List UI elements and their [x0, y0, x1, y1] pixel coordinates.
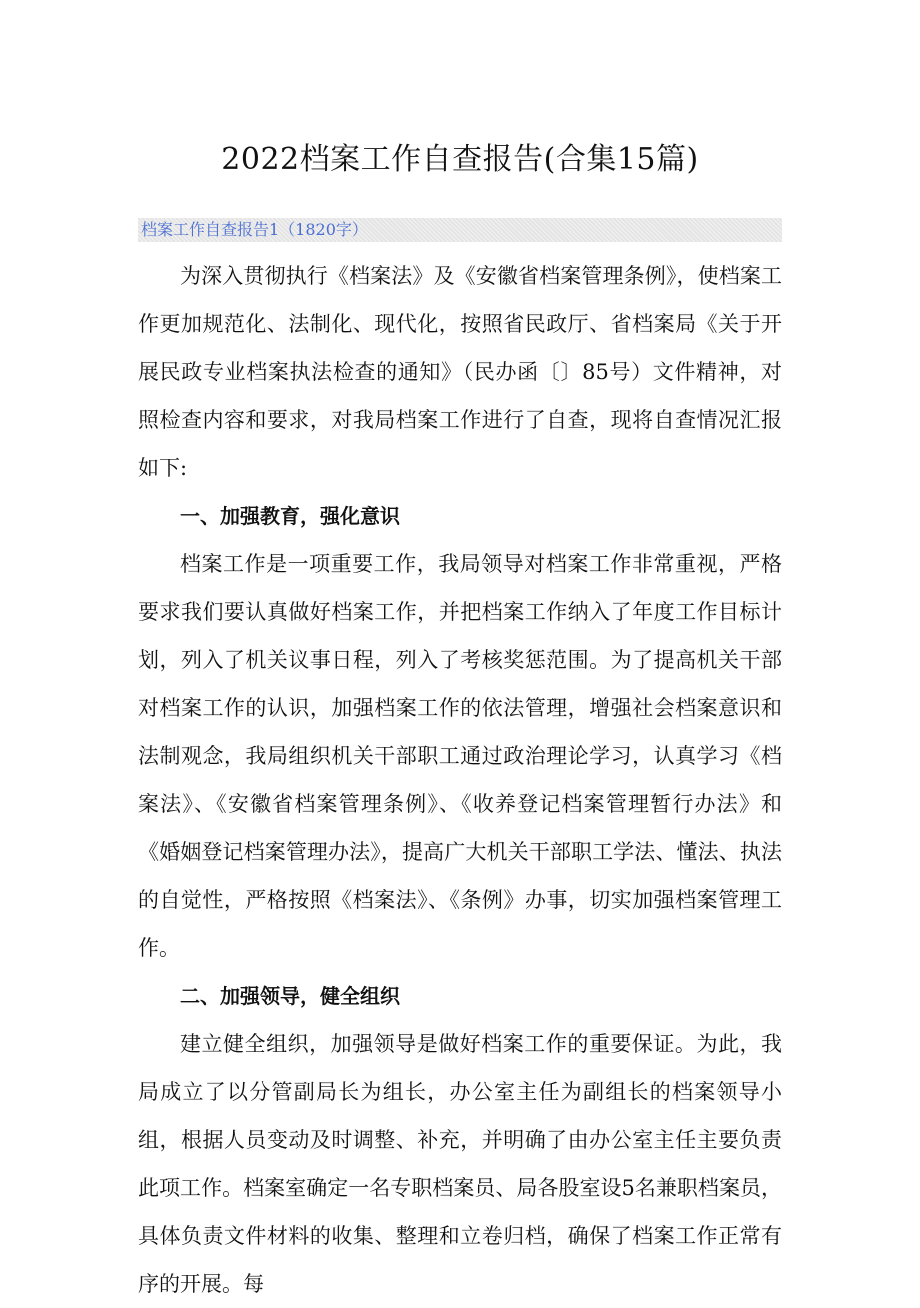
- section-heading-1: 一、加强教育，强化意识: [180, 504, 400, 528]
- section-2-paragraph: 建立健全组织，加强领导是做好档案工作的重要保证。为此，我局成立了以分管副局长为组长，办公室主任为副组长的档案领导小组，根据人员变动及时调整、补充，并明确了由办公室主任主要负责此项工作。档案室确定一名专职档案员、局各股室设5名兼职档案员，具体负责文件材料的收集、整理和立卷归档，确保了档案工作正常有序的开展。每: [138, 1032, 782, 1296]
- section-1-paragraph: 档案工作是一项重要工作，我局领导对档案工作非常重视，严格要求我们要认真做好档案工作，并把档案工作纳入了年度工作目标计划，列入了机关议事日程，列入了考核奖惩范围。为了提高机关干部对档案工作的认识，加强档案工作的依法管理，增强社会档案意识和法制观念，我局组织机关干部职工通过政治理论学习，认真学习《档案法》、《安徽省档案管理条例》、《收养登记档案管理暂行办法》和《婚姻登记档案管理办法》，提高广大机关干部职工学法、懂法、执法的自觉性，严格按照《档案法》、《条例》办事，切实加强档案管理工作。: [138, 552, 782, 960]
- section-heading-2: 二、加强领导，健全组织: [180, 984, 400, 1008]
- document-title: 2022档案工作自查报告(合集15篇): [221, 142, 699, 177]
- document-body: [138, 252, 782, 1308]
- intro-paragraph: 为深入贯彻执行《档案法》及《安徽省档案管理条例》，使档案工作更加规范化、法制化、现代化，按照省民政厅、省档案局《关于开展民政专业档案执法检查的通知》（民办函〔〕85号）文件精神，对照检查内容和要求，对我局档案工作进行了自查，现将自查情况汇报如下:: [138, 264, 782, 480]
- subtitle-banner: [138, 218, 782, 242]
- subtitle-link[interactable]: 档案工作自查报告1（1820字）: [141, 220, 368, 239]
